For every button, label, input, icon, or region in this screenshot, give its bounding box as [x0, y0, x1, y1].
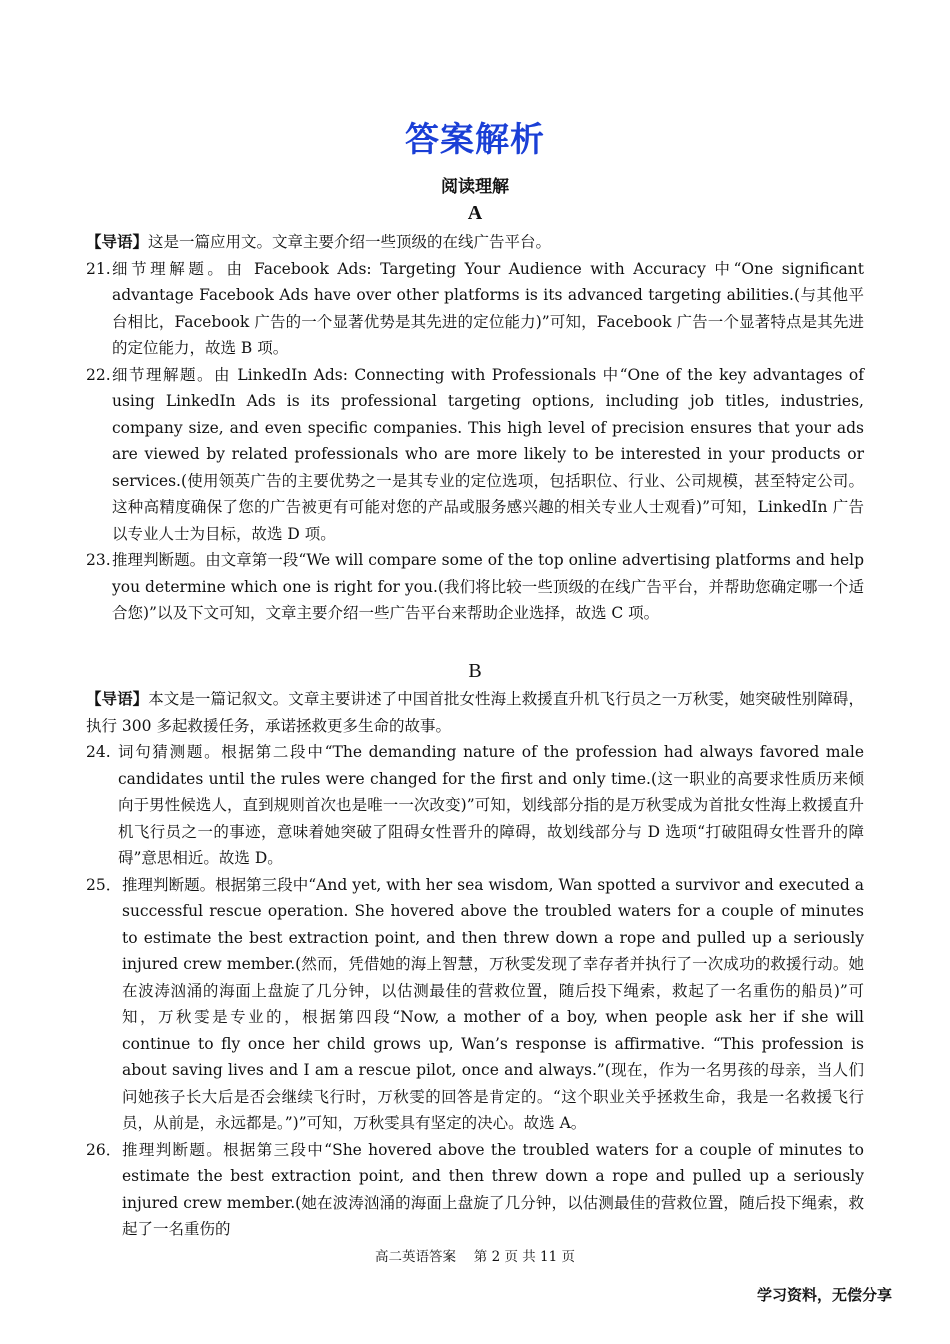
part-b-intro: [86, 686, 864, 739]
question-explanation: 推理判断题。根据第三段中“She hovered above the troubled waters for a couple of minutes to estimate the best extraction point, and then threw down a rope and pulled up a seriously injured crew member.(她在波涛汹涌的海面上盘旋了几分钟，以估测最佳的营救位置，随后投下绳索，救起了一名重伤的: [122, 1140, 864, 1238]
question-number: 23.: [86, 551, 111, 569]
part-b-content: [86, 686, 864, 1243]
part-a-label: A: [467, 202, 483, 224]
question-explanation: 细节理解题。由 LinkedIn Ads: Connecting with Professionals 中“One of the key advantages of using LinkedIn Ads is its professional targeting options, including job titles, industries, company size, and even specific companies. This high level of precision ensures that your ads are viewed by related professionals who are more likely to be interested in your products or services.(使用领英广告的主要优势之一是其专业的定位选项，包括职位、行业、公司规模，甚至特定公司。这种高精度确保了您的广告被更有可能对您的产品或服务感兴趣的相关专业人士观看)”可知，LinkedIn 广告以专业人士为目标，故选 D 项。: [112, 365, 864, 543]
question-22: [86, 362, 864, 548]
section-heading: 阅读理解: [441, 177, 509, 197]
question-number: 22.: [86, 365, 111, 384]
question-23: [86, 547, 864, 627]
page-footer: 高二英语答案 第 2 页 共 11 页: [374, 1249, 575, 1265]
question-25: [86, 872, 864, 1137]
question-explanation: 推理判断题。由文章第一段“We will compare some of the top online advertising platforms and help you determine which one is right for you.(我们将比较一些顶级的在线广告平台，并帮助您确定哪一个适合您)”以及下文可知，文章主要介绍一些广告平台来帮助企业选择，故选 C 项。: [112, 551, 864, 622]
intro-label: 【导语】: [86, 232, 149, 251]
part-a-content: [86, 229, 864, 627]
page-title: 答案解析: [405, 120, 545, 160]
watermark-text: 学习资料，无偿分享: [756, 1286, 892, 1304]
question-24: [86, 739, 864, 872]
question-number: 26．: [86, 1140, 122, 1159]
intro-text: 本文是一篇记叙文。文章主要讲述了中国首批女性海上救援直升机飞行员之一万秋雯，她突破性别障碍，执行 300 多起救援任务，承诺拯救更多生命的故事。: [86, 690, 864, 735]
question-21: [86, 256, 864, 362]
question-number: 25．: [86, 875, 122, 894]
question-26: [86, 1137, 864, 1243]
question-number: 24.: [86, 743, 111, 761]
intro-text: 这是一篇应用文。文章主要介绍一些顶级的在线广告平台。: [148, 233, 552, 251]
part-a-intro: [86, 229, 864, 256]
question-number: 21.: [86, 259, 111, 278]
part-b-label: B: [468, 660, 482, 682]
question-explanation: 细节理解题。由 Facebook Ads: Targeting Your Audience with Accuracy 中“One significant advantage Facebook Ads have over other platforms is its advanced targeting abilities.(与其他平台相比，Facebook 广告的一个显著优势是其先进的定位能力)”可知，Facebook 广告一个显著特点是其先进的定位能力，故选 B 项。: [112, 259, 864, 357]
intro-label: 【导语】: [86, 689, 149, 708]
question-explanation: 推理判断题。根据第三段中“And yet, with her sea wisdom, Wan spotted a survivor and executed a successful rescue operation. She hovered above the troubled waters for a couple of minutes to estimate the best extraction point, and then threw down a rope and pulled up a seriously injured crew member.(然而，凭借她的海上智慧，万秋雯发现了幸存者并执行了一次成功的救援行动。她在波涛汹涌的海面上盘旋了几分钟，以估测最佳的营救位置，随后投下绳索，救起了一名重伤的船员)”可知，万秋雯是专业的，根据第四段“Now, a mother of a boy, when people ask her if she will continue to fly once her child grows up, Wan’s response is affirmative. “This profession is about saving lives and I am a rescue pilot, once and always.”(现在，作为一名男孩的母亲，当人们问她孩子长大后是否会继续飞行时，万秋雯的回答是肯定的。“这个职业关乎拯救生命，我是一名救援飞行员，从前是，永远都是。”)”可知，万秋雯具有坚定的决心。故选 A。: [122, 875, 864, 1132]
question-explanation: 词句猜测题。根据第二段中“The demanding nature of the profession had always favored male candidates until the rules were changed for the first and only time.(这一职业的高要求性质历来倾向于男性候选人，直到规则首次也是唯一一次改变)”可知，划线部分指的是万秋雯成为首批女性海上救援直升机飞行员之一的事迹，意味着她突破了阻碍女性晋升的障碍，故划线部分与 D 选项“打破阻碍女性晋升的障碍”意思相近。故选 D。: [118, 743, 864, 867]
